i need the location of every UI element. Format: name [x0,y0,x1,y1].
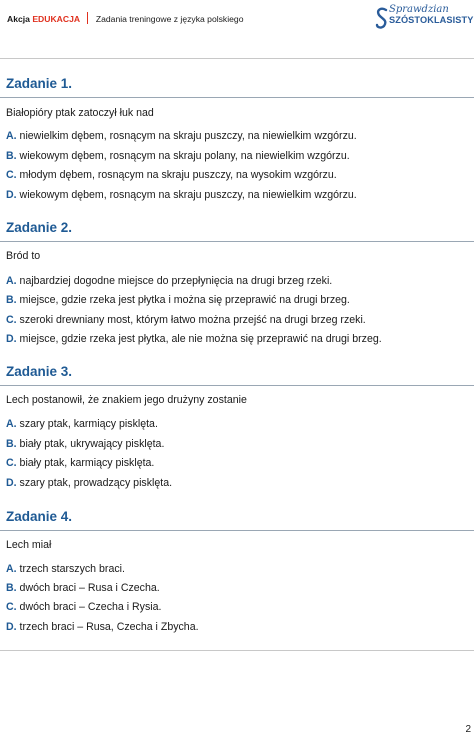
option-text: szary ptak, karmiący pisklęta. [19,418,158,430]
brand-edukacja: EDUKACJA [32,14,81,24]
task-2-option-d [6,333,382,345]
task-1-option-b [6,150,350,162]
task-2-option-a [6,275,332,287]
bottom-divider [0,650,474,651]
task-4-option-d [6,621,199,633]
option-text: trzech starszych braci. [19,563,125,575]
task-1-option-a [6,130,357,142]
brand-akcja: Akcja [7,14,30,24]
task-1-rule [0,97,474,98]
page-header [0,0,474,34]
header-subtitle: Zadania treningowe z języka polskiego [95,14,244,24]
option-text: młodym dębem, rosnącym na skraju puszczy, na wysokim wzgórzu. [19,169,337,181]
option-letter: C. [6,169,17,181]
option-text: miejsce, gdzie rzeka jest płytka i można się przeprawić na drugi brzeg. [19,294,350,306]
task-2-title: Zadanie 2. [6,220,73,235]
header-separator [87,12,88,24]
option-letter: C. [6,314,17,326]
task-1-option-d [6,189,357,201]
option-letter: B. [6,294,17,306]
task-2-option-c [6,314,366,326]
option-text: biały ptak, ukrywający pisklęta. [19,438,165,450]
task-1-option-c [6,169,337,181]
option-letter: B. [6,150,17,162]
task-3-option-b [6,438,164,450]
task-2-option-b [6,294,350,306]
task-4-question: Lech miał [6,539,52,551]
option-letter: D. [6,477,17,489]
option-text: szary ptak, prowadzący pisklęta. [19,477,173,489]
option-letter: A. [6,130,17,142]
logo-script-text: Sprawdzian [389,4,449,15]
task-1-question: Białopióry ptak zatoczył łuk nad [6,107,154,119]
option-text: dwóch braci – Rusa i Czecha. [19,582,160,594]
header-brand [7,12,243,24]
page-number: 2 [465,724,471,735]
option-letter: B. [6,438,17,450]
logo-main-text: SZÓSTOKLASISTY [389,15,474,25]
task-4-title: Zadanie 4. [6,509,73,524]
option-letter: A. [6,275,17,287]
task-4-option-a [6,563,125,575]
task-4-option-c [6,601,161,613]
option-letter: C. [6,457,17,469]
option-text: wiekowym dębem, rosnącym na skraju polany, na niewielkim wzgórzu. [19,150,350,162]
option-letter: D. [6,621,17,633]
header-divider [0,58,474,59]
task-3-option-c [6,457,154,469]
option-letter: A. [6,418,17,430]
option-text: biały ptak, karmiący pisklęta. [19,457,155,469]
option-text: trzech braci – Rusa, Czecha i Zbycha. [19,621,199,633]
option-letter: D. [6,333,17,345]
option-letter: D. [6,189,17,201]
option-letter: C. [6,601,17,613]
task-4-rule [0,530,474,531]
option-letter: B. [6,582,17,594]
task-3-rule [0,385,474,386]
option-text: dwóch braci – Czecha i Rysia. [19,601,162,613]
task-4-option-b [6,582,160,594]
option-text: niewielkim dębem, rosnącym na skraju puszczy, na niewielkim wzgórzu. [19,130,357,142]
task-3-title: Zadanie 3. [6,364,73,379]
option-text: szeroki drewniany most, którym łatwo można przejść na drugi brzeg rzeki. [19,314,366,326]
sprawdzian-logo [375,4,474,34]
task-3-option-a [6,418,158,430]
task-2-question: Bród to [6,250,41,262]
option-letter: A. [6,563,17,575]
logo-s-icon [375,6,389,30]
option-text: wiekowym dębem, rosnącym na skraju puszczy, na niewielkim wzgórzu. [19,189,357,201]
option-text: najbardziej dogodne miejsce do przepłynięcia na drugi brzeg rzeki. [19,275,333,287]
task-3-question: Lech postanowił, że znakiem jego drużyny zostanie [6,394,247,406]
option-text: miejsce, gdzie rzeka jest płytka, ale nie można się przeprawić na drugi brzeg. [19,333,382,345]
task-2-rule [0,241,474,242]
task-3-option-d [6,477,172,489]
task-1-title: Zadanie 1. [6,76,73,91]
